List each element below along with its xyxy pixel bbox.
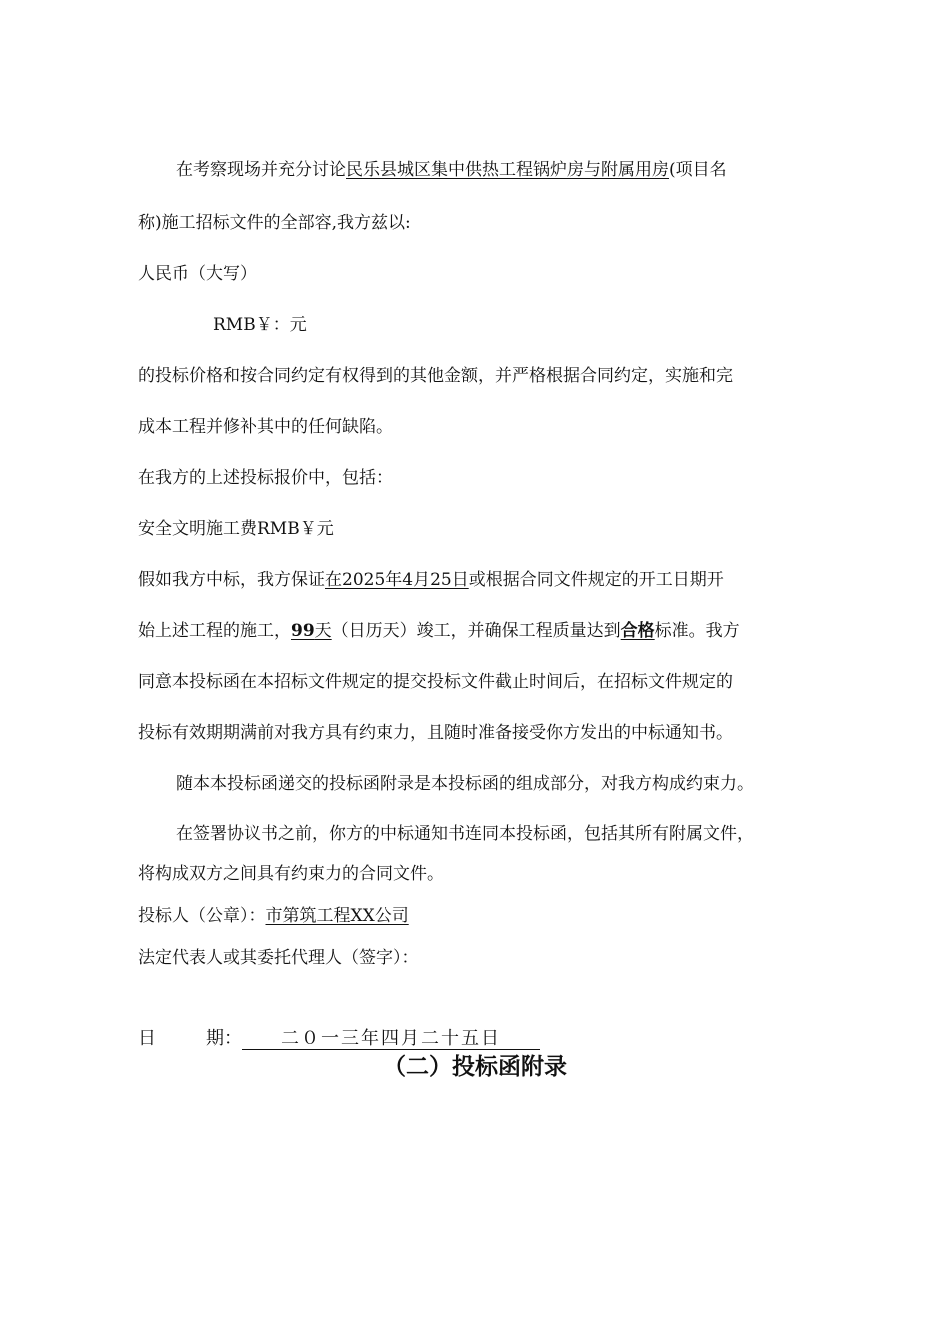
text: 日 <box>138 1028 156 1049</box>
bidder-line <box>138 906 409 926</box>
text: 假如我方中标，我方保证 <box>138 570 325 590</box>
paragraph-4-line-1 <box>138 570 724 590</box>
text: 或根据合同文件规定的开工日期开 <box>468 570 724 590</box>
quality-standard: 合格 <box>620 621 655 641</box>
text: (项目名 <box>669 160 727 180</box>
paragraph-4-line-4: 投标有效期期满前对我方具有约束力，且随时准备接受你方发出的中标通知书。 <box>138 723 733 743</box>
paragraph-6-line-2: 将构成双方之间具有约束力的合同文件。 <box>138 864 444 884</box>
date-line <box>138 1029 540 1050</box>
text: 在考察现场并充分讨论 <box>176 160 346 180</box>
start-date: 在2025年4月25日 <box>325 570 469 590</box>
rmb-upper-label: 人民币（大写） <box>138 264 257 284</box>
text: 标准。我方 <box>654 621 740 641</box>
rmb-symbol-label: RMB￥：元 <box>213 315 307 335</box>
paragraph-2-line-2: 成本工程并修补其中的任何缺陷。 <box>138 417 393 437</box>
duration-days <box>291 621 332 641</box>
paragraph-6-line-1: 在签署协议书之前，你方的中标通知书连同本投标函，包括其所有附属文件， <box>176 824 754 844</box>
safety-fee-line: 安全文明施工费RMB￥元 <box>138 519 334 539</box>
date-value: 二０一三年四月二十五日 <box>242 1029 540 1050</box>
text: 99 <box>291 621 315 641</box>
paragraph-5: 随本本投标函递交的投标函附录是本投标函的组成部分，对我方构成约束力。 <box>176 774 754 794</box>
section-title: （二）投标函附录 <box>383 1054 567 1080</box>
text: 期： <box>206 1028 242 1049</box>
text: 天 <box>314 621 332 641</box>
paragraph-4-line-3: 同意本投标函在本招标文件规定的提交投标文件截止时间后，在招标文件规定的 <box>138 672 733 692</box>
project-name: 民乐县城区集中供热工程锅炉房与附属用房 <box>346 160 669 180</box>
paragraph-2-line-1: 的投标价格和按合同约定有权得到的其他金额，并严格根据合同约定，实施和完 <box>138 366 733 386</box>
paragraph-3: 在我方的上述投标报价中，包括： <box>138 468 393 488</box>
paragraph-1-line-1 <box>176 160 727 180</box>
paragraph-4-line-2 <box>138 621 740 641</box>
legal-representative-line: 法定代表人或其委托代理人（签字）： <box>138 948 419 968</box>
text: 投标人（公章）： <box>138 906 266 926</box>
paragraph-1-line-2: 称)施工招标文件的全部容,我方兹以: <box>138 213 411 233</box>
text: （日历天）竣工，并确保工程质量达到 <box>331 621 621 641</box>
bidder-name: 市第筑工程XX公司 <box>265 906 409 926</box>
text: 始上述工程的施工， <box>138 621 291 641</box>
